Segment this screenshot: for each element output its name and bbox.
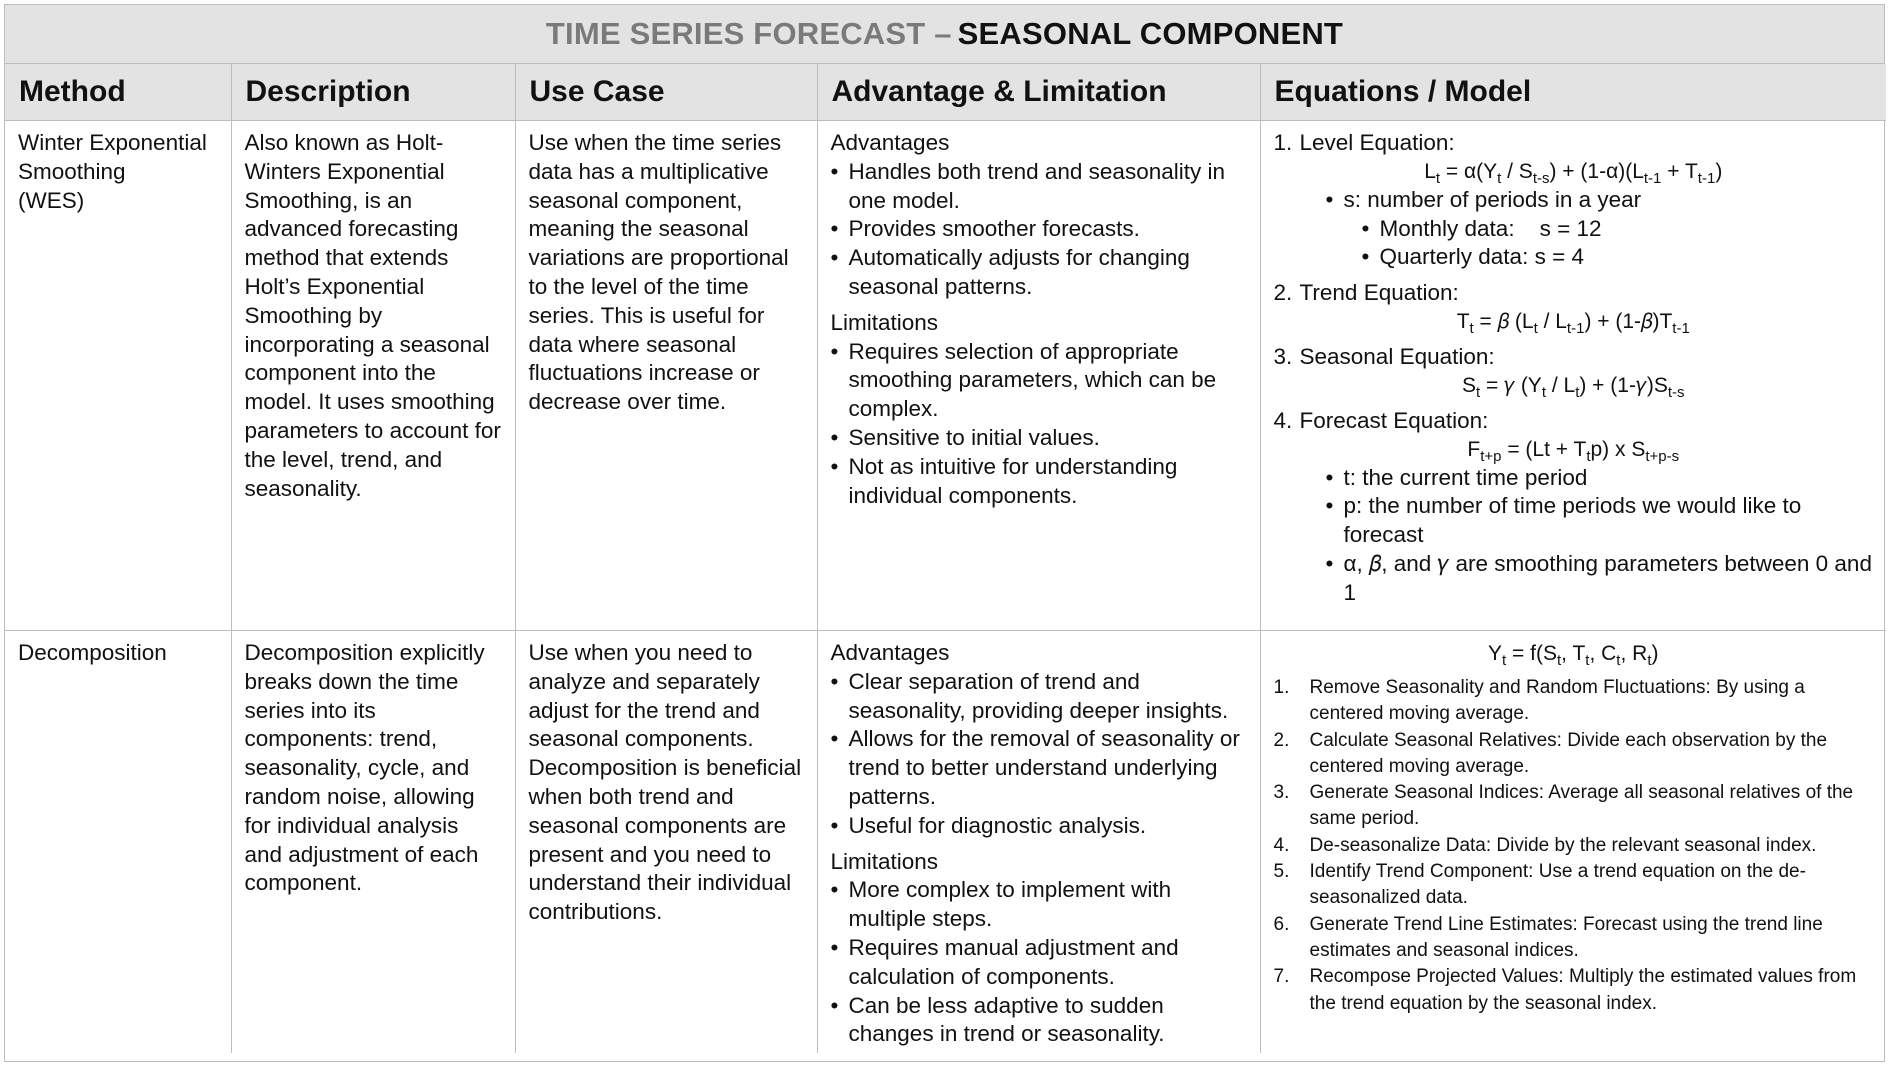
column-header-use-case: Use Case <box>515 64 817 121</box>
title-prefix: TIME SERIES FORECAST – <box>545 16 952 51</box>
trend-equation-formula: $T_t$ = 𝛽 $(L_t / L_{t-1})$ + $(1-𝛽)T_{t-1}$ <box>1456 309 1690 337</box>
forecast-equation-block <box>1274 407 1874 608</box>
step-text: Identify Trend Component: Use a trend equation on the de-seasonalized data. <box>1309 861 1806 909</box>
list-item: • Can be less adaptive to sudden changes in trend or seasonality. <box>849 992 1247 1050</box>
equation-label: Trend Equation: <box>1299 280 1459 306</box>
equation-number: 1. <box>1273 130 1293 155</box>
advantages-heading: Advantages <box>830 640 950 665</box>
list-item: • Monthly data: s = 12 <box>1380 215 1874 244</box>
equation-number: 2. <box>1273 280 1293 306</box>
use-case-cell: Use when the time series data has a multiplicative seasonal component, meaning the seasonal variations are proportional to the level of the time series. This is useful for data where seasonal fluctuations increase or decrease over time. <box>515 121 817 631</box>
level-equation-block <box>1274 129 1874 272</box>
equations-cell <box>1260 631 1886 1054</box>
table-header-row <box>5 64 1886 121</box>
column-header-equations: Equations / Model <box>1260 64 1886 121</box>
equation-number: 3. <box>1273 343 1293 369</box>
step-text: Calculate Seasonal Relatives: Divide each observation by the centered moving average. <box>1309 729 1828 777</box>
description-cell: Decomposition explicitly breaks down the time series into its components: trend, seasonality, cycle, and random noise, allowing for individual analysis and adjustment of each component. <box>231 631 515 1054</box>
equation-label: Forecast Equation: <box>1299 407 1489 433</box>
table-row <box>5 631 1886 1054</box>
equation-number: 4. <box>1273 407 1293 433</box>
page-title <box>5 5 1884 64</box>
seasonal-equation-block <box>1274 343 1874 400</box>
step-text: Generate Trend Line Estimates: Forecast using the trend line estimates and seasonal indices. <box>1309 913 1823 961</box>
trend-equation-block <box>1274 279 1874 336</box>
method-line: (WES) <box>18 187 85 213</box>
seasonal-equation-formula: $S_t$ = 𝛾 $(Y_t / L_t)$ + $(1-𝛾)S_{t-s}$ <box>1461 373 1685 401</box>
limitations-heading: Limitations <box>830 848 939 874</box>
limitations-list <box>831 338 1247 511</box>
advantage-limitation-cell <box>817 121 1260 631</box>
list-item: • Requires selection of appropriate smoothing parameters, which can be complex. <box>849 338 1247 424</box>
list-item <box>1274 964 1874 1017</box>
methods-table <box>5 64 1886 1053</box>
method-line: Smoothing <box>18 158 126 184</box>
list-item: • Requires manual adjustment and calculation of components. <box>849 934 1247 992</box>
list-item <box>1274 728 1874 781</box>
method-line: Decomposition <box>18 640 167 665</box>
list-item <box>1274 912 1874 965</box>
step-number: 7. <box>1273 966 1290 988</box>
step-number: 1. <box>1273 677 1290 698</box>
column-header-method: Method <box>5 64 231 121</box>
list-item: • α, 𝛽, and 𝛾 are smoothing parameters between 0 and 1 <box>1344 550 1874 608</box>
decomposition-steps <box>1274 675 1874 1017</box>
forecast-equation-formula: $F_{t+p} = (Lt + T_tp)$ x $S_{t+p-s}$ <box>1467 437 1680 465</box>
advantages-heading: Advantages <box>830 130 950 155</box>
limitations-list <box>831 876 1247 1049</box>
method-cell <box>5 121 231 631</box>
description-cell: Also known as Holt-Winters Exponential Smoothing, is an advanced forecasting method that extends Holt’s Exponential Smoothing by incorporating a seasonal component into the model. It uses smoothing parameters to account for the level, trend, and seasonality. <box>231 121 515 631</box>
list-item: • Handles both trend and seasonality in one model. <box>849 158 1247 216</box>
use-case-cell: Use when you need to analyze and separately adjust for the trend and seasonal components. Decomposition is beneficial when both trend and seasonal components are present and you need to understand their individual contributions. <box>515 631 817 1054</box>
step-number: 5. <box>1273 861 1290 883</box>
step-text: Remove Seasonality and Random Fluctuations: By using a centered moving average. <box>1309 677 1805 725</box>
step-text: Generate Seasonal Indices: Average all seasonal relatives of the same period. <box>1309 782 1854 830</box>
list-item <box>1274 833 1874 859</box>
method-line: Winter Exponential <box>18 130 207 155</box>
forecast-table-page <box>4 4 1885 1062</box>
list-item: • s: number of periods in a year <box>1344 186 1874 215</box>
table-row <box>5 121 1886 631</box>
forecast-notes <box>1274 464 1874 608</box>
decomposition-formula: $Y_t = f(S_t$, $T_t$, $C_t$, $R_t$) <box>1488 642 1659 669</box>
step-number: 4. <box>1273 834 1290 856</box>
list-item <box>1274 780 1874 833</box>
step-number: 3. <box>1273 782 1290 804</box>
list-item: • Not as intuitive for understanding individual components. <box>849 453 1247 511</box>
step-text: De-seasonalize Data: Divide by the relevant seasonal index. <box>1309 834 1817 856</box>
advantages-list <box>831 158 1247 302</box>
column-header-advantage-limitation: Advantage & Limitation <box>817 64 1260 121</box>
list-item: • Quarterly data: s = 4 <box>1380 243 1874 272</box>
list-item <box>1274 859 1874 912</box>
method-cell <box>5 631 231 1054</box>
equation-label: Seasonal Equation: <box>1299 343 1495 369</box>
list-item: • Allows for the removal of seasonality or trend to better understand underlying patterns. <box>849 725 1247 811</box>
list-item: • Provides smoother forecasts. <box>849 215 1247 244</box>
list-item: • Sensitive to initial values. <box>849 424 1247 453</box>
list-item: • Clear separation of trend and seasonality, providing deeper insights. <box>849 668 1247 726</box>
limitations-heading: Limitations <box>830 309 939 335</box>
level-notes <box>1274 186 1874 215</box>
step-number: 2. <box>1273 729 1290 751</box>
period-notes <box>1274 215 1874 273</box>
list-item: • Useful for diagnostic analysis. <box>849 812 1247 841</box>
list-item <box>1274 675 1874 728</box>
list-item: • p: the number of time periods we would like to forecast <box>1344 492 1874 550</box>
title-main: SEASONAL COMPONENT <box>957 16 1344 51</box>
step-text: Recompose Projected Values: Multiply the estimated values from the trend equation by the seasonal index. <box>1309 966 1857 1014</box>
list-item: • More complex to implement with multiple steps. <box>849 876 1247 934</box>
advantages-list <box>831 668 1247 841</box>
column-header-description: Description <box>231 64 515 121</box>
equations-cell <box>1260 121 1886 631</box>
advantage-limitation-cell <box>817 631 1260 1054</box>
step-number: 6. <box>1273 913 1290 935</box>
list-item: • t: the current time period <box>1344 464 1874 493</box>
list-item: • Automatically adjusts for changing seasonal patterns. <box>849 244 1247 302</box>
level-equation-formula: $L_t = \alpha(Y_t / S_{t-s}) + (1-\alpha)(L_{t-1} + T_{t-1})$ <box>1424 159 1723 187</box>
equation-label: Level Equation: <box>1299 130 1455 155</box>
